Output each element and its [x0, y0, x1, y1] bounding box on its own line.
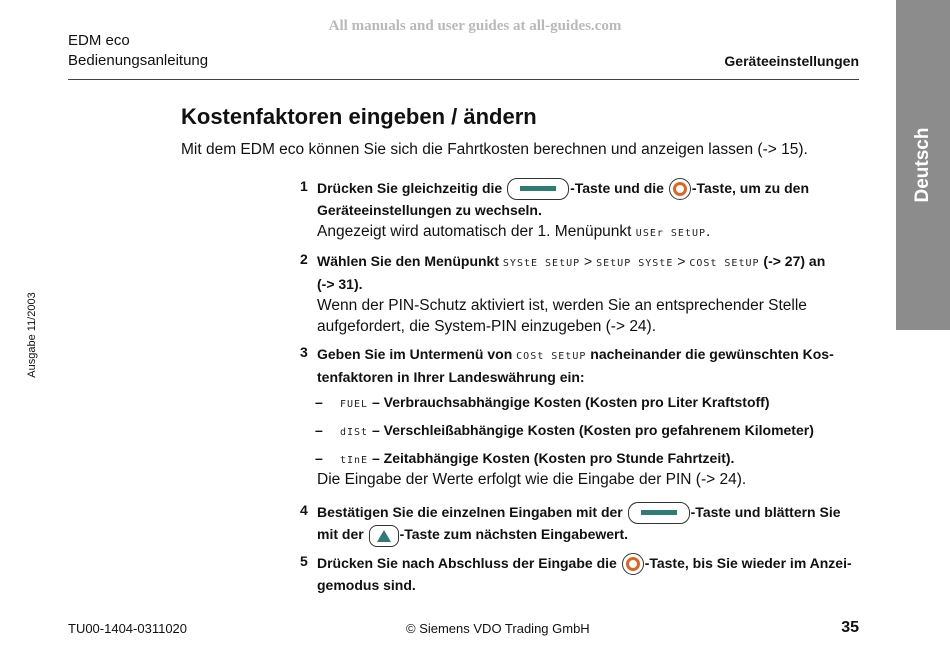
list-item: [315, 450, 875, 466]
list-item: [315, 422, 875, 438]
ring-button-icon: [622, 553, 644, 575]
step-number: 1: [300, 178, 308, 194]
lcd-text: dISt: [340, 427, 369, 438]
lcd-text: SYStE SEtUP: [502, 258, 581, 269]
step-4: [300, 502, 860, 547]
list-item: [315, 394, 875, 410]
separator: >: [677, 253, 686, 269]
step-2: [300, 251, 860, 337]
header-product: EDM eco: [68, 32, 130, 49]
step-text: gemodus sind.: [317, 577, 416, 594]
step-note: Die Eingabe der Werte erfolgt wie die Eingabe der PIN (-> 24).: [317, 471, 747, 488]
step-text: -Taste, um zu den: [691, 180, 810, 196]
lcd-text: FUEL: [340, 399, 369, 410]
step-note: Wenn der PIN-Schutz aktiviert ist, werden Sie an entsprechender Stelle: [317, 297, 807, 314]
long-button-icon: [507, 178, 569, 200]
header-doc-type: Bedienungsanleitung: [68, 52, 209, 69]
step-text: Wählen Sie den Menüpunkt: [317, 253, 500, 269]
step-text: Drücken Sie gleichzeitig die: [317, 180, 503, 196]
list-dash: –: [315, 422, 323, 438]
step-text: nacheinander die gewünschten Kos-: [590, 346, 834, 362]
long-button-icon: [628, 502, 690, 524]
list-item-text: – Verbrauchsabhängige Kosten (Kosten pro Liter Kraftstoff): [371, 394, 770, 410]
intro-text: Mit dem EDM eco können Sie sich die Fahrtkosten berechnen und anzeigen lassen (-> 15).: [181, 141, 808, 158]
list-dash: –: [315, 450, 323, 466]
up-arrow-button-icon: [369, 525, 399, 547]
lcd-text: USEr SEtUP: [635, 228, 707, 240]
step-text: -Taste und die: [570, 180, 664, 196]
step-text: tenfaktoren in Ihrer Landeswährung ein:: [317, 369, 585, 385]
page-title: Kostenfaktoren eingeben / ändern: [181, 104, 537, 129]
header-rule: [68, 79, 859, 80]
step-text: mit der: [317, 526, 364, 543]
separator: >: [584, 253, 593, 269]
step-number: 3: [300, 344, 308, 360]
step-note: .: [706, 223, 711, 241]
step-number: 4: [300, 502, 308, 518]
step-note: Angezeigt wird automatisch der 1. Menüpunkt: [317, 223, 632, 241]
step-text: -Taste und blättern Sie: [690, 504, 841, 520]
step-text: (-> 31).: [317, 276, 363, 292]
step-number: 5: [300, 553, 308, 569]
footer-doc-number: TU00-1404-0311020: [68, 621, 188, 636]
list-dash: –: [315, 394, 323, 410]
step-text: Bestätigen Sie die einzelnen Eingaben mit der: [317, 504, 623, 520]
step-1: [300, 178, 860, 244]
step-text: Drücken Sie nach Abschluss der Eingabe die: [317, 555, 617, 571]
step-text: -Taste zum nächsten Eingabewert.: [399, 526, 629, 543]
language-tab: [896, 0, 950, 330]
lcd-text: tInE: [340, 455, 369, 466]
lcd-text: COSt SEtUP: [689, 258, 760, 269]
language-tab-label: Deutsch: [912, 127, 933, 203]
step-3: [300, 344, 860, 388]
lcd-text: COSt SEtUP: [516, 351, 587, 362]
header-section: Geräteeinstellungen: [724, 53, 859, 69]
lcd-text: SEtUP SYStE: [596, 258, 674, 269]
page-number: 35: [841, 619, 859, 636]
watermark: All manuals and user guides at all-guides.com: [328, 18, 622, 34]
step-text: Geben Sie im Untermenü von: [317, 346, 513, 362]
step-5: [300, 553, 860, 596]
step-number: 2: [300, 251, 308, 267]
step-text: Geräteeinstellungen zu wechseln.: [317, 202, 542, 219]
step-text: (-> 27) an: [763, 253, 826, 269]
list-item-text: – Verschleißabhängige Kosten (Kosten pro gefahrenem Kilometer): [371, 422, 814, 438]
footer-copyright: © Siemens VDO Trading GmbH: [406, 621, 590, 636]
list-item-text: – Zeitabhängige Kosten (Kosten pro Stunde Fahrtzeit).: [371, 450, 735, 466]
step-text: -Taste, bis Sie wieder im Anzei-: [644, 555, 852, 571]
edition-label: Ausgabe 11/2003: [26, 292, 38, 378]
ring-button-icon: [669, 178, 691, 200]
step-note: aufgefordert, die System-PIN einzugeben (-> 24).: [317, 318, 657, 335]
